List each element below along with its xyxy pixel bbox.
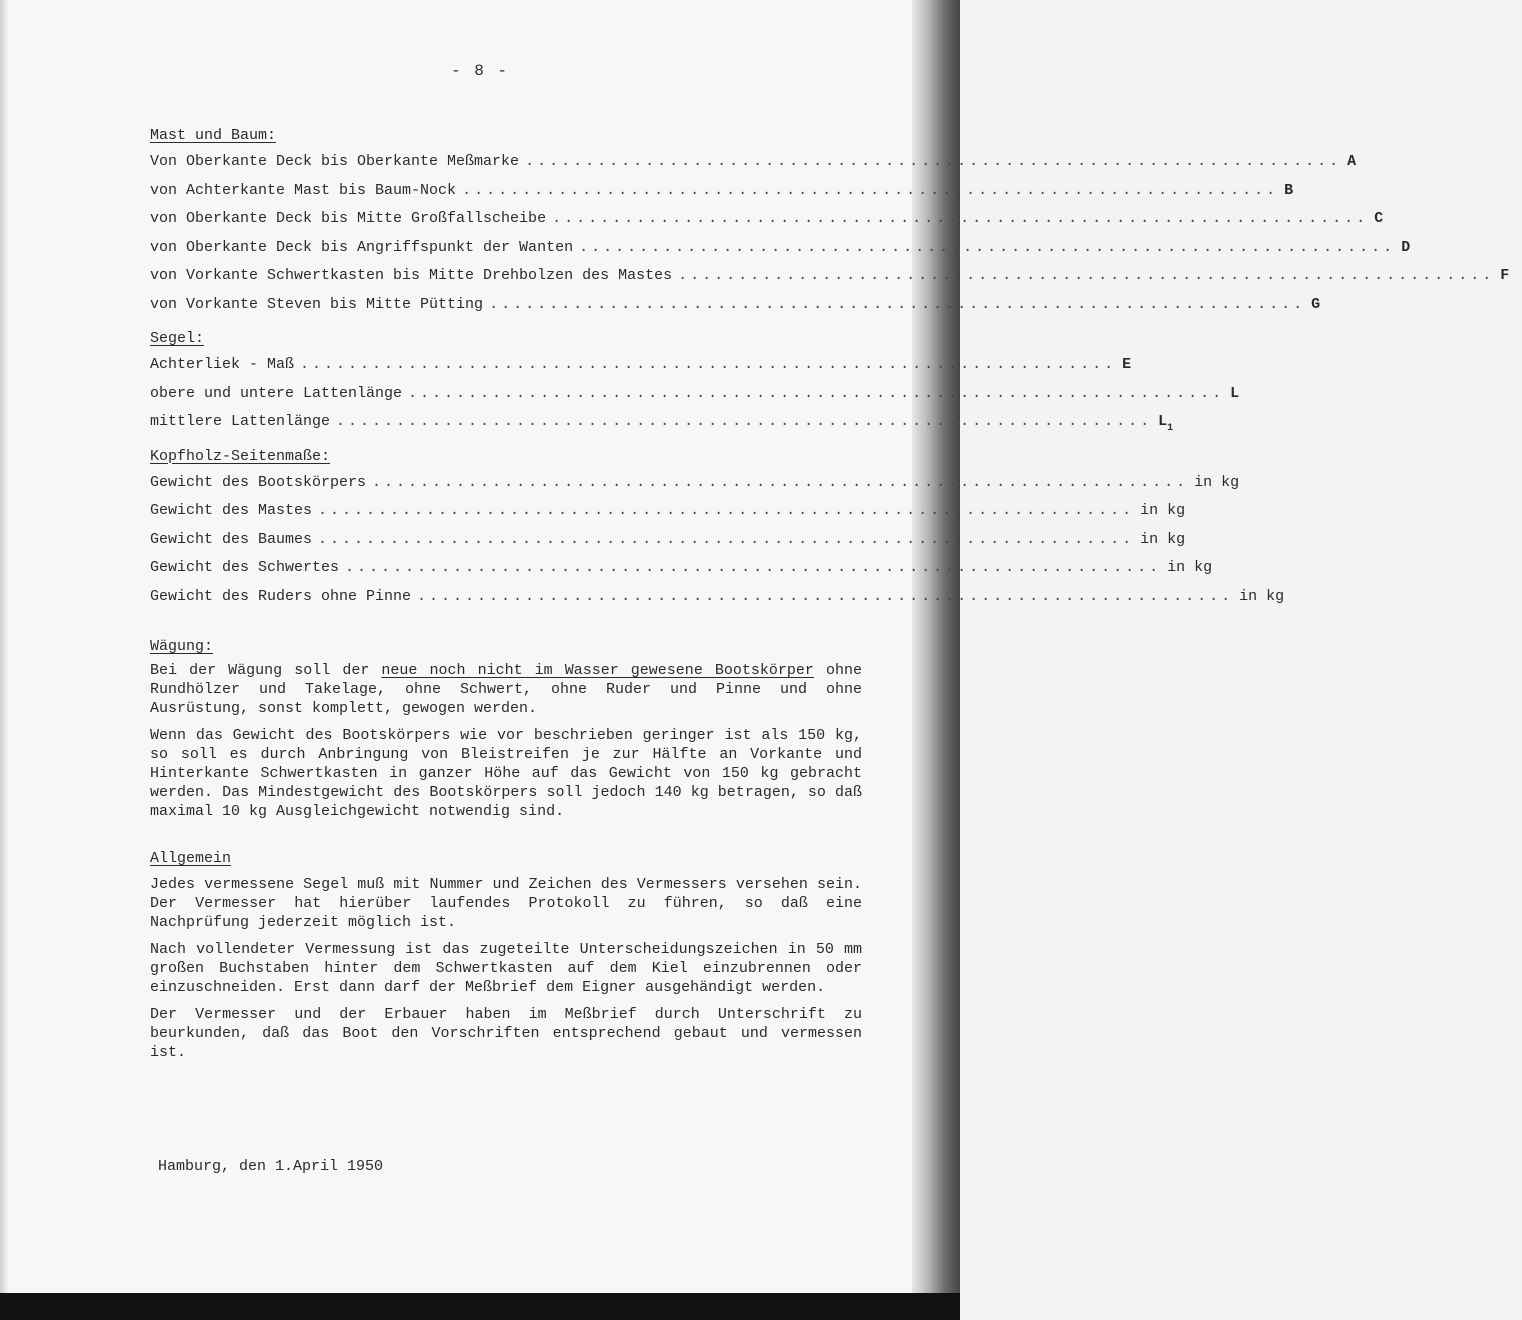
- measure-label: von Oberkante Deck bis Mitte Großfallscheibe: [150, 210, 547, 227]
- allgemein-heading: Allgemein: [150, 850, 232, 867]
- scan-left-edge: [0, 0, 8, 1295]
- segel-section: [150, 327, 1240, 437]
- list-item: [150, 469, 1240, 498]
- measure-code: [1158, 408, 1180, 444]
- dot-leader: ....................................................................: [336, 413, 1153, 430]
- list-item: [150, 497, 1186, 526]
- measure-code-subscript: 1: [1167, 423, 1174, 434]
- allgemein-paragraph-2: Nach vollendeter Vermessung ist das zugeteilte Unterscheidungszeichen in 50 mm großen Buchstaben hinter dem Schwertkasten auf dem Kiel einzubrennen oder einzuschneiden. Erst dann darf der Meßbrief dem Eigner ausgehändigt werden.: [150, 941, 862, 996]
- list-item: [150, 351, 1132, 380]
- mast-heading: Mast und Baum:: [150, 127, 277, 144]
- list-item: [150, 262, 1510, 291]
- weight-unit: in kg: [1194, 473, 1240, 491]
- dot-leader: ....................................................................: [489, 295, 1306, 313]
- dot-leader: ....................................................................: [579, 238, 1396, 256]
- weight-label: Gewicht des Bootskörpers: [150, 473, 367, 491]
- measure-code-letter: L: [1158, 413, 1168, 430]
- measure-label: von Vorkante Steven bis Mitte Pütting: [150, 295, 484, 313]
- list-item: [150, 148, 1357, 177]
- list-item: [150, 177, 1294, 206]
- weight-label: Gewicht des Mastes: [150, 502, 313, 519]
- dot-leader: ....................................................................: [417, 587, 1234, 605]
- measure-label: von Oberkante Deck bis Angriffspunkt der Wanten: [150, 238, 574, 256]
- measure-code: A: [1347, 153, 1357, 170]
- measure-code: G: [1311, 295, 1321, 313]
- weight-unit: in kg: [1239, 587, 1285, 605]
- weight-label: Gewicht des Schwertes: [150, 559, 340, 576]
- list-item: [150, 408, 1174, 437]
- dot-leader: ....................................................................: [678, 267, 1495, 284]
- measure-code: F: [1500, 267, 1510, 284]
- weight-unit: in kg: [1167, 559, 1213, 576]
- list-item: [150, 291, 1321, 320]
- weight-label: Gewicht des Baumes: [150, 530, 313, 548]
- measure-code: D: [1401, 238, 1411, 256]
- waegung-paragraph-1: [150, 661, 862, 718]
- waegung-section: [150, 635, 870, 821]
- allgemein-paragraph-3: Der Vermesser und der Erbauer haben im Meßbrief durch Unterschrift zu beurkunden, daß das Boot den Vorschriften entsprechend gebaut und vermessen ist.: [150, 1006, 862, 1061]
- list-item: [150, 234, 1411, 263]
- date-line: Hamburg, den 1.April 1950: [158, 1158, 384, 1175]
- kopfholz-heading: Kopfholz-Seitenmaße:: [150, 447, 331, 465]
- dot-leader: ....................................................................: [318, 502, 1135, 519]
- measure-label: von Vorkante Schwertkasten bis Mitte Drehbolzen des Mastes: [150, 267, 673, 284]
- measure-label: Achterliek - Maß: [150, 356, 295, 373]
- measure-label: obere und untere Lattenlänge: [150, 384, 403, 402]
- segel-heading: Segel:: [150, 330, 205, 347]
- measure-label: von Achterkante Mast bis Baum-Nock: [150, 181, 457, 199]
- dot-leader: ....................................................................: [525, 153, 1342, 170]
- kopfholz-section: [150, 445, 1285, 612]
- dot-leader: ....................................................................: [318, 530, 1135, 548]
- allgemein-paragraph-1: Jedes vermessene Segel muß mit Nummer und Zeichen des Vermessers versehen sein. Der Vermesser hat hierüber laufendes Protokoll zu führen, so daß eine Nachprüfung jederzeit möglich ist.: [150, 876, 862, 931]
- dot-leader: ....................................................................: [345, 559, 1162, 576]
- scan-bottom-edge: [0, 1293, 960, 1320]
- weight-unit: in kg: [1140, 502, 1186, 519]
- measure-label: mittlere Lattenlänge: [150, 413, 331, 430]
- measure-code: B: [1284, 181, 1294, 199]
- dot-leader: ....................................................................: [462, 181, 1279, 199]
- allgemein-section: [150, 847, 870, 1062]
- list-item: [150, 526, 1186, 555]
- measure-code: L: [1230, 384, 1240, 402]
- page-number: - 8 -: [450, 62, 509, 80]
- document-content: [150, 124, 1510, 1070]
- dot-leader: ....................................................................: [552, 210, 1369, 227]
- measure-code: E: [1122, 356, 1132, 373]
- waegung-paragraph-2: Wenn das Gewicht des Bootskörpers wie vor beschrieben geringer ist als 150 kg, so soll es durch Anbringung von Bleistreifen je zur Hälfte an Vorkante und Hinterkante Schwertkasten in ganzer Höhe auf das Gewicht von 150 kg gebracht werden. Das Mindestgewicht des Bootskörpers soll jedoch 140 kg betragen, so daß maximal 10 kg Ausgleichgewicht notwendig sind.: [150, 727, 862, 820]
- mast-section: [150, 124, 1510, 319]
- waegung-heading: Wägung:: [150, 638, 214, 655]
- list-item: [150, 583, 1285, 612]
- list-item: [150, 554, 1213, 583]
- waegung-p1-end: ohne Rundhölzer und Takelage, ohne Schwert, ohne Ruder und Pinne und ohne Ausrüstung, sonst komplett, gewogen werden.: [150, 662, 862, 717]
- measure-label: Von Oberkante Deck bis Oberkante Meßmarke: [150, 153, 520, 170]
- list-item: [150, 380, 1240, 409]
- list-item: [150, 205, 1384, 234]
- weight-label: Gewicht des Ruders ohne Pinne: [150, 587, 412, 605]
- waegung-p1-underlined: neue noch nicht im Wasser gewesene Bootskörper: [381, 662, 814, 679]
- dot-leader: ....................................................................: [300, 356, 1117, 373]
- weight-unit: in kg: [1140, 530, 1186, 548]
- waegung-p1-start: Bei der Wägung soll der: [150, 662, 382, 679]
- dot-leader: ....................................................................: [408, 384, 1225, 402]
- dot-leader: ....................................................................: [372, 473, 1189, 491]
- measure-code: C: [1374, 210, 1384, 227]
